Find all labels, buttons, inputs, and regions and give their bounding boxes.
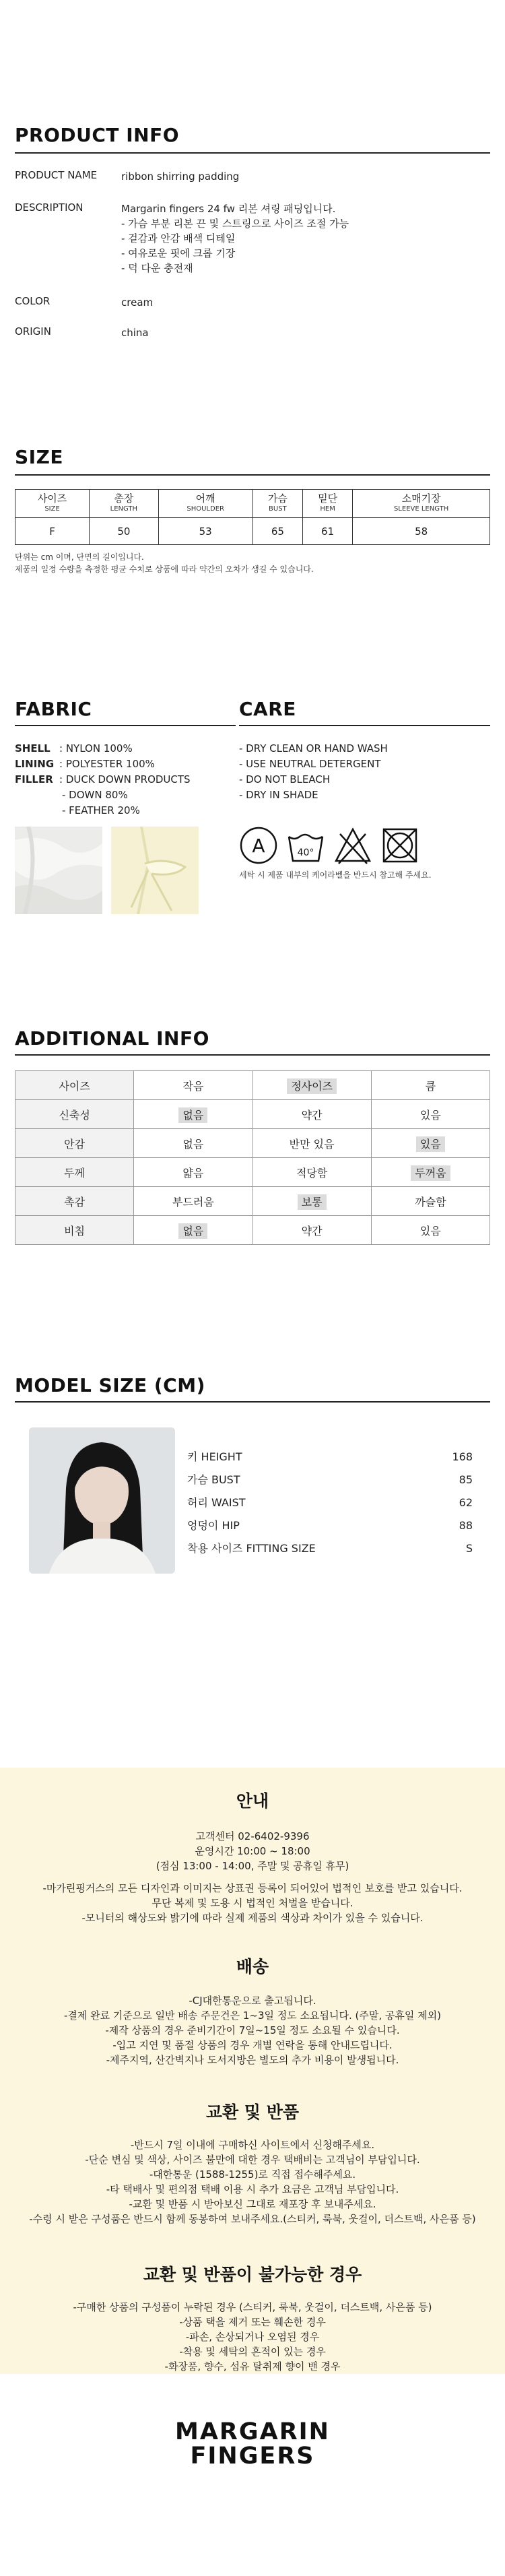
option-text: 보통 — [298, 1194, 327, 1210]
model-label: 허리 WAIST — [187, 1496, 246, 1509]
option-text: 큼 — [425, 1079, 436, 1093]
hand-wash-temp: 40° — [297, 847, 314, 858]
additional-info-title: ADDITIONAL INFO — [15, 1027, 209, 1050]
fabric-list — [15, 741, 191, 818]
info-value: Margarin fingers 24 fw 리본 셔링 패딩입니다. - 가슴 부분 리본 끈 및 스트링으로 사이즈 조절 가능 - 겉감과 안감 배색 디테일 - 여유로운 핏에 크롭 기장 - 덕 다운 충전재 — [121, 203, 349, 274]
info-row-description — [15, 201, 349, 276]
additional-option-selected — [252, 1187, 371, 1216]
notice-body: -마가린핑거스의 모든 디자인과 이미지는 상표권 등록이 되어있어 법적인 보호를 받고 있습니다. 무단 복제 및 도용 시 법적인 처벌을 받습니다. -모니터의 해상도와 밝기에 따라 실제 제품의 색상과 차이가 있을 수 있습니다. — [42, 1882, 463, 1924]
brand-logo — [0, 2420, 505, 2468]
additional-option — [134, 1129, 252, 1158]
option-text: 얇음 — [182, 1166, 204, 1180]
model-value: 62 — [459, 1496, 473, 1509]
info-row-origin — [15, 325, 149, 340]
size-header-ko: 가슴 — [267, 492, 288, 505]
fabric-title: FABRIC — [15, 698, 92, 720]
option-text: 없음 — [178, 1223, 207, 1239]
size-header-en: SHOULDER — [187, 505, 224, 513]
fabric-swatch-lining — [111, 827, 199, 914]
additional-label: 두께 — [15, 1158, 134, 1187]
option-text: 있음 — [419, 1108, 441, 1122]
size-divider — [15, 474, 490, 476]
no-tumble-dry-icon — [380, 826, 419, 865]
size-header-cell — [252, 490, 302, 518]
additional-row-lining — [15, 1129, 490, 1158]
additional-label: 비침 — [15, 1216, 134, 1245]
option-text: 부드러움 — [172, 1195, 214, 1209]
size-header-en: HEM — [320, 505, 335, 513]
option-text: 있음 — [416, 1136, 445, 1152]
additional-option-selected — [371, 1129, 490, 1158]
notice-title: 안내 — [236, 1791, 269, 1811]
model-row — [187, 1491, 473, 1514]
option-text: 까슬함 — [415, 1195, 446, 1209]
additional-option — [252, 1158, 371, 1187]
additional-info-table — [15, 1070, 490, 1245]
size-cell: F — [15, 518, 90, 545]
info-row-color — [15, 295, 153, 310]
additional-row-stretch — [15, 1100, 490, 1129]
fabric-label: LINING — [15, 758, 55, 770]
size-table — [15, 489, 490, 545]
size-header-ko: 총장 — [114, 492, 134, 505]
additional-option — [134, 1187, 252, 1216]
model-label: 가슴 BUST — [187, 1473, 240, 1486]
additional-option-selected — [134, 1216, 252, 1245]
additional-option — [134, 1158, 252, 1187]
product-info-title: PRODUCT INFO — [15, 124, 180, 146]
care-item: - DRY CLEAN OR HAND WASH — [239, 742, 388, 754]
option-text: 없음 — [182, 1137, 204, 1151]
exchange-title: 교환 및 반품 — [205, 2102, 300, 2122]
model-label: 엉덩이 HIP — [187, 1519, 240, 1532]
size-cell: 61 — [302, 518, 352, 545]
model-row — [187, 1514, 473, 1537]
care-divider — [239, 725, 490, 726]
brand-logo-line2: FINGERS — [190, 2443, 315, 2470]
model-value: S — [465, 1542, 473, 1555]
additional-label: 신축성 — [15, 1100, 134, 1129]
product-info-divider — [15, 152, 490, 154]
additional-option-selected — [371, 1158, 490, 1187]
info-row-product-name — [15, 169, 239, 184]
fabric-sub-item: - DOWN 80% — [62, 789, 128, 801]
model-size-divider — [15, 1401, 490, 1403]
fabric-item — [15, 772, 191, 787]
shipping-title: 배송 — [236, 1957, 269, 1976]
additional-option — [371, 1100, 490, 1129]
size-cell: 65 — [252, 518, 302, 545]
care-title: CARE — [239, 698, 296, 720]
model-row — [187, 1537, 473, 1560]
model-row — [187, 1469, 473, 1491]
fabric-item — [15, 741, 191, 756]
shipping-body: -CJ대한통운으로 출고됩니다. -결제 완료 기준으로 일반 배송 주문건은 1~3일 정도 소요됩니다. (주말, 공휴일 제외) -제작 상품의 경우 준비기간이 7일~15일 정도 소요될 수 있습니다. -입고 지연 및 품절 상품의 경우 개별 연락을 통해 안내드립니다. -제주지역, 산간벽지나 도서지방은 별도의 추가 비용이 발생됩니다. — [64, 1995, 441, 2066]
model-photo — [29, 1427, 175, 1574]
model-value: 88 — [459, 1519, 473, 1532]
model-label: 키 HEIGHT — [187, 1450, 242, 1463]
size-header-ko: 밑단 — [318, 492, 338, 505]
care-item: - DRY IN SHADE — [239, 789, 318, 801]
option-text: 작음 — [182, 1079, 204, 1093]
info-key: PRODUCT NAME — [15, 169, 98, 181]
info-key: COLOR — [15, 295, 50, 307]
info-key: ORIGIN — [15, 325, 51, 337]
size-table-header — [15, 490, 490, 518]
size-header-en: SIZE — [44, 505, 60, 513]
fabric-label: SHELL — [15, 742, 50, 754]
additional-option — [371, 1216, 490, 1245]
info-value: china — [121, 327, 149, 339]
fabric-label: FILLER — [15, 773, 53, 785]
fabric-swatch-shell — [15, 827, 102, 914]
fabric-item — [15, 756, 191, 772]
additional-option-selected — [134, 1100, 252, 1129]
info-value: ribbon shirring padding — [121, 170, 240, 183]
size-table-row — [15, 518, 490, 545]
additional-option — [371, 1071, 490, 1100]
additional-info-divider — [15, 1054, 490, 1056]
option-text: 정사이즈 — [287, 1078, 337, 1094]
size-header-cell — [90, 490, 158, 518]
svg-text:A: A — [252, 835, 265, 857]
model-size-list — [187, 1446, 473, 1560]
additional-option — [252, 1100, 371, 1129]
fabric-value: : POLYESTER 100% — [59, 758, 155, 770]
model-label: 착용 사이즈 FITTING SIZE — [187, 1542, 316, 1555]
size-header-en: SLEEVE LENGTH — [393, 505, 449, 513]
brand-logo-line1: MARGARIN — [175, 2418, 330, 2445]
size-header-cell — [302, 490, 352, 518]
additional-label: 안감 — [15, 1129, 134, 1158]
no-return-title: 교환 및 반품이 불가능한 경우 — [143, 2265, 362, 2284]
size-cell: 58 — [353, 518, 490, 545]
option-text: 없음 — [178, 1107, 207, 1123]
size-header-ko: 사이즈 — [37, 492, 67, 505]
info-value: cream — [121, 296, 154, 309]
fabric-value: : DUCK DOWN PRODUCTS — [59, 773, 191, 785]
fabric-divider — [15, 725, 236, 726]
size-header-en: LENGTH — [110, 505, 138, 513]
model-value: 85 — [459, 1473, 473, 1486]
option-text: 두꺼움 — [411, 1165, 450, 1181]
care-note: 세탁 시 제품 내부의 케어라벨을 반드시 참고해 주세요. — [239, 870, 432, 880]
size-header-cell — [353, 490, 490, 518]
size-title: SIZE — [15, 446, 64, 468]
info-key: DESCRIPTION — [15, 201, 83, 214]
no-return-body: -구매한 상품의 구성품이 누락된 경우 (스티커, 룩북, 웃걸이, 더스트백, 사은품 등) -상품 택을 제거 또는 훼손한 경우 -파손, 손상되거나 오염된 경우 -착용 및 세탁의 흔적이 있는 경우 -화장품, 향수, 섬유 탈취제 향이 밴 경우 — [73, 2301, 432, 2373]
additional-option — [371, 1187, 490, 1216]
size-header-en: BUST — [269, 505, 287, 513]
model-value: 168 — [452, 1450, 473, 1463]
hand-wash-40-icon — [286, 826, 325, 865]
option-text: 있음 — [419, 1224, 441, 1237]
model-size-title: MODEL SIZE (CM) — [15, 1374, 205, 1396]
additional-row-thickness — [15, 1158, 490, 1187]
care-icons — [239, 826, 419, 865]
option-text: 약간 — [301, 1108, 323, 1122]
model-row — [187, 1446, 473, 1469]
size-cell: 53 — [158, 518, 252, 545]
care-list — [239, 741, 388, 803]
care-item: - DO NOT BLEACH — [239, 773, 331, 785]
additional-row-sheer — [15, 1216, 490, 1245]
additional-option — [252, 1216, 371, 1245]
size-header-ko: 소매기장 — [401, 492, 441, 505]
size-header-ko: 어깨 — [195, 492, 215, 505]
no-bleach-icon — [333, 826, 372, 865]
care-item: - USE NEUTRAL DETERGENT — [239, 758, 381, 770]
option-text: 반만 있음 — [289, 1137, 335, 1151]
additional-option — [252, 1129, 371, 1158]
additional-option — [134, 1071, 252, 1100]
option-text: 적당함 — [296, 1166, 328, 1180]
additional-option-selected — [252, 1071, 371, 1100]
size-header-cell — [158, 490, 252, 518]
size-note: 단위는 cm 이며, 단면의 길이입니다. 제품의 일정 수량을 측정한 평균 수치로 상품에 따라 약간의 오차가 생길 수 있습니다. — [15, 552, 314, 574]
shopping-guide — [0, 1768, 505, 2374]
size-header-cell — [15, 490, 90, 518]
additional-row-size — [15, 1071, 490, 1100]
dry-clean-a-icon — [239, 826, 278, 865]
additional-label: 촉감 — [15, 1187, 134, 1216]
additional-row-touch — [15, 1187, 490, 1216]
notice-contact: 고객센터 02-6402-9396 운영시간 10:00 ~ 18:00 (점심 13:00 - 14:00, 주말 및 공휴일 휴무) — [156, 1830, 349, 1872]
exchange-body: -반드시 7일 이내에 구매하신 사이트에서 신청해주세요. -단순 변심 및 색상, 사이즈 불만에 대한 경우 택배비는 고객님이 부담입니다. -대한통운 (1588-1255)로 직접 접수해주세요. -타 택배사 및 편의점 택배 이용 시 추가 요금은 고객님 부담입니다. -교환 및 반품 시 받아보신 그대로 재포장 후 보내주세요. -수령 시 받은 구성품은 반드시 함께 동봉하여 보내주세요.(스티커, 룩북, 웃걸이, 더스트백, 사은품 등) — [29, 2139, 476, 2225]
size-cell: 50 — [90, 518, 158, 545]
additional-label: 사이즈 — [15, 1071, 134, 1100]
option-text: 약간 — [301, 1224, 323, 1237]
fabric-value: : NYLON 100% — [59, 742, 133, 754]
fabric-sub-item: - FEATHER 20% — [62, 804, 140, 816]
